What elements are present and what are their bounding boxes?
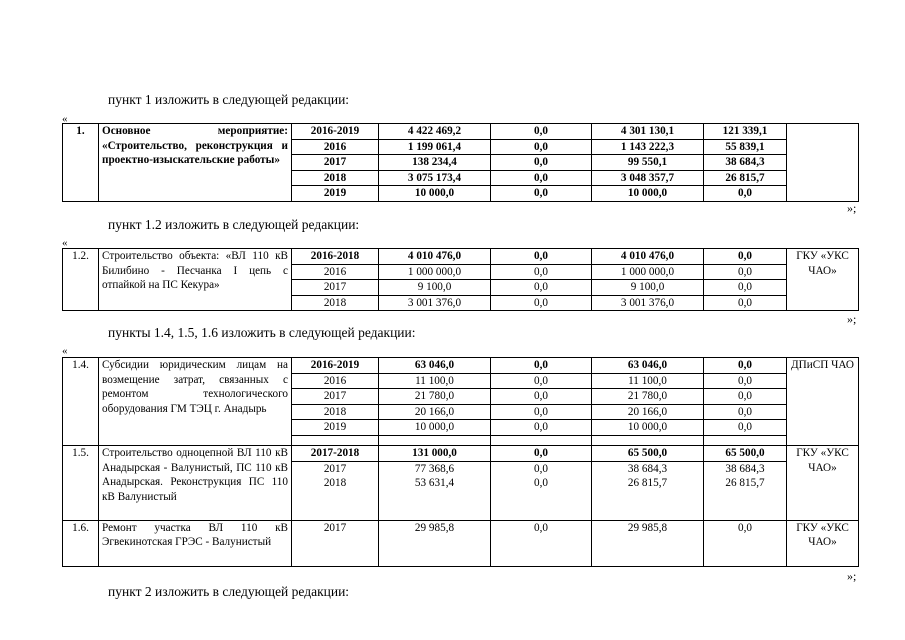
federal-cell: 0,0 — [491, 420, 592, 436]
regional-cell: 10 000,0 — [592, 420, 704, 436]
row-description: Строительство объекта: «ВЛ 110 кВ Билибино - Песчанка I цепь с отпайкой на ПС Кекура» — [99, 249, 292, 311]
federal-cell: 0,0 — [491, 249, 592, 265]
year-cell: 2017 — [292, 280, 379, 296]
regional-cell: 1 143 222,3 — [592, 139, 704, 155]
close-quote-1: »; — [847, 201, 857, 215]
regional-cell: 11 100,0 — [592, 373, 704, 389]
regional-cell: 20 166,0 — [592, 404, 704, 420]
table-2 — [62, 248, 859, 311]
regional-cell: 65 500,0 — [592, 445, 704, 461]
year-cell: 2018 — [292, 295, 379, 311]
federal-cell: 0,0 — [491, 404, 592, 420]
other-cell: 0,0 — [704, 186, 787, 202]
year-cell: 2018 — [292, 476, 379, 520]
table-1 — [62, 123, 859, 202]
federal-cell: 0,0 — [491, 373, 592, 389]
regional-cell: 63 046,0 — [592, 358, 704, 374]
year-cell: 2016 — [292, 139, 379, 155]
paragraph-2: пункт 1.2 изложить в следующей редакции: — [108, 217, 360, 232]
year-cell: 2017 — [292, 389, 379, 405]
close-quote-2: »; — [847, 312, 857, 326]
total-cell: 1 199 061,4 — [379, 139, 491, 155]
table-3 — [62, 357, 859, 567]
federal-cell: 0,0 — [491, 295, 592, 311]
other-cell: 55 839,1 — [704, 139, 787, 155]
regional-cell: 99 550,1 — [592, 155, 704, 171]
close-quote-3: »; — [847, 569, 857, 583]
regional-cell: 21 780,0 — [592, 389, 704, 405]
empty-cell — [592, 435, 704, 445]
federal-cell: 0,0 — [491, 155, 592, 171]
federal-cell: 0,0 — [491, 186, 592, 202]
total-cell: 10 000,0 — [379, 186, 491, 202]
total-cell: 138 234,4 — [379, 155, 491, 171]
total-cell: 3 001 376,0 — [379, 295, 491, 311]
regional-cell: 38 684,3 — [592, 461, 704, 476]
empty-cell — [379, 435, 491, 445]
row-description: Строительство одноцепной ВЛ 110 кВ Анадырская - Валунистый, ПС 110 кВ Анадырская. Реконструкция ПС 110 кВ Валунистый — [99, 445, 292, 520]
year-cell: 2018 — [292, 404, 379, 420]
federal-cell: 0,0 — [491, 445, 592, 461]
federal-cell: 0,0 — [491, 124, 592, 140]
regional-cell: 10 000,0 — [592, 186, 704, 202]
row-number: 1.2. — [63, 249, 99, 311]
regional-cell: 3 048 357,7 — [592, 170, 704, 186]
year-cell: 2018 — [292, 170, 379, 186]
other-cell: 0,0 — [704, 520, 787, 566]
row-number: 1.5. — [63, 445, 99, 520]
executor-cell: ГКУ «УКС ЧАО» — [787, 520, 859, 566]
federal-cell: 0,0 — [491, 139, 592, 155]
federal-cell: 0,0 — [491, 389, 592, 405]
row-description: Субсидии юридическим лицам на возмещение затрат, связанных с ремонтом технологического оборудования ГМ ТЭЦ г. Анадырь — [99, 358, 292, 446]
other-cell: 0,0 — [704, 280, 787, 296]
year-cell: 2017-2018 — [292, 445, 379, 461]
other-cell: 0,0 — [704, 404, 787, 420]
empty-cell — [491, 435, 592, 445]
year-cell: 2019 — [292, 420, 379, 436]
total-cell: 4 010 476,0 — [379, 249, 491, 265]
executor-cell: ГКУ «УКС ЧАО» — [787, 445, 859, 520]
total-cell: 53 631,4 — [379, 476, 491, 520]
year-cell: 2016 — [292, 373, 379, 389]
total-cell: 63 046,0 — [379, 358, 491, 374]
federal-cell: 0,0 — [491, 476, 592, 520]
other-cell: 38 684,3 — [704, 155, 787, 171]
regional-cell: 1 000 000,0 — [592, 264, 704, 280]
total-cell: 77 368,6 — [379, 461, 491, 476]
year-cell: 2016 — [292, 264, 379, 280]
regional-cell: 3 001 376,0 — [592, 295, 704, 311]
open-quote-3: « — [62, 345, 68, 357]
federal-cell: 0,0 — [491, 280, 592, 296]
total-cell: 131 000,0 — [379, 445, 491, 461]
other-cell: 0,0 — [704, 358, 787, 374]
other-cell: 26 815,7 — [704, 170, 787, 186]
total-cell: 11 100,0 — [379, 373, 491, 389]
total-cell: 29 985,8 — [379, 520, 491, 566]
regional-cell: 26 815,7 — [592, 476, 704, 520]
executor-cell: ДПиСП ЧАО — [787, 358, 859, 446]
row-description: Основное мероприятие: «Строительство, реконструкция и проектно-изыскательские работы» — [99, 124, 292, 202]
other-cell: 121 339,1 — [704, 124, 787, 140]
total-cell: 20 166,0 — [379, 404, 491, 420]
open-quote-1: « — [62, 113, 68, 125]
executor-cell — [787, 124, 859, 202]
row-number: 1. — [63, 124, 99, 202]
other-cell: 0,0 — [704, 264, 787, 280]
other-cell: 0,0 — [704, 389, 787, 405]
paragraph-1: пункт 1 изложить в следующей редакции: — [108, 92, 350, 107]
federal-cell: 0,0 — [491, 264, 592, 280]
other-cell: 0,0 — [704, 420, 787, 436]
federal-cell: 0,0 — [491, 170, 592, 186]
row-number: 1.4. — [63, 358, 99, 446]
year-cell: 2016-2018 — [292, 249, 379, 265]
regional-cell: 4 010 476,0 — [592, 249, 704, 265]
row-description: Ремонт участка ВЛ 110 кВ Эгвекинотская ГРЭС - Валунистый — [99, 520, 292, 566]
executor-cell: ГКУ «УКС ЧАО» — [787, 249, 859, 311]
year-cell: 2016-2019 — [292, 358, 379, 374]
paragraph-4: пункт 2 изложить в следующей редакции: — [108, 584, 350, 599]
other-cell: 65 500,0 — [704, 445, 787, 461]
total-cell: 21 780,0 — [379, 389, 491, 405]
year-cell: 2017 — [292, 155, 379, 171]
total-cell: 9 100,0 — [379, 280, 491, 296]
empty-cell — [292, 435, 379, 445]
regional-cell: 29 985,8 — [592, 520, 704, 566]
empty-cell — [704, 435, 787, 445]
federal-cell: 0,0 — [491, 358, 592, 374]
other-cell: 26 815,7 — [704, 476, 787, 520]
year-cell: 2016-2019 — [292, 124, 379, 140]
total-cell: 4 422 469,2 — [379, 124, 491, 140]
federal-cell: 0,0 — [491, 461, 592, 476]
other-cell: 0,0 — [704, 295, 787, 311]
year-cell: 2017 — [292, 520, 379, 566]
total-cell: 10 000,0 — [379, 420, 491, 436]
total-cell: 1 000 000,0 — [379, 264, 491, 280]
paragraph-3: пункты 1.4, 1.5, 1.6 изложить в следующей редакции: — [108, 325, 416, 340]
federal-cell: 0,0 — [491, 520, 592, 566]
year-cell: 2017 — [292, 461, 379, 476]
open-quote-2: « — [62, 237, 68, 249]
year-cell: 2019 — [292, 186, 379, 202]
row-number: 1.6. — [63, 520, 99, 566]
other-cell: 38 684,3 — [704, 461, 787, 476]
other-cell: 0,0 — [704, 373, 787, 389]
total-cell: 3 075 173,4 — [379, 170, 491, 186]
regional-cell: 9 100,0 — [592, 280, 704, 296]
regional-cell: 4 301 130,1 — [592, 124, 704, 140]
other-cell: 0,0 — [704, 249, 787, 265]
